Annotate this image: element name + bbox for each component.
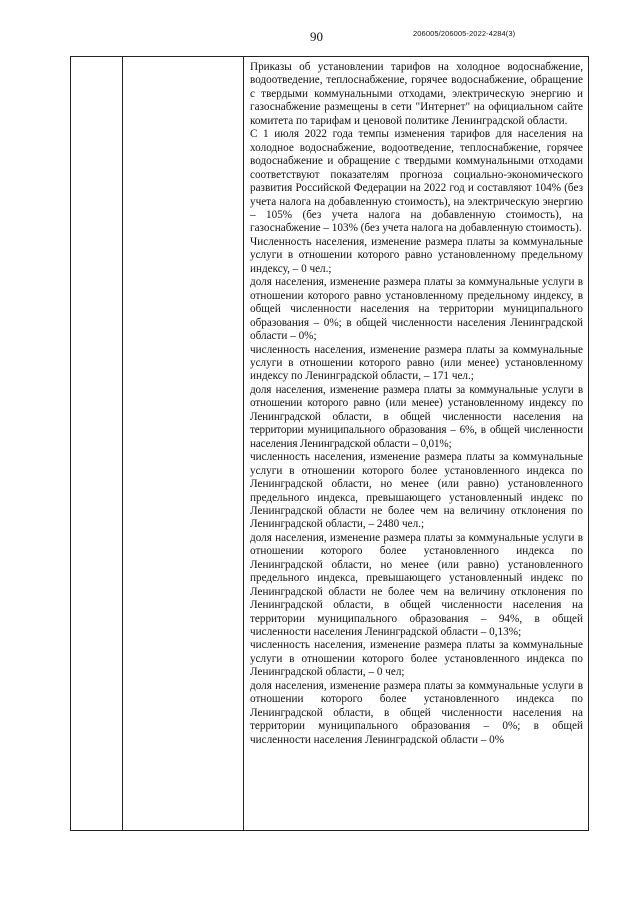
paragraph-population-below-index: численность населения, изменение размера платы за коммунальные услуги в отношении которого равно (или менее) установленному индексу по Ленинградской области, – 171 чел.; xyxy=(250,343,583,383)
column-divider-2 xyxy=(243,56,244,831)
page-number: 90 xyxy=(310,29,323,44)
paragraph-population-within-deviation: численность населения, изменение размера платы за коммунальные услуги в отношении которого более установленного индекса по Ленинградской области, но менее (или равно) установленного предельного индекса, превышающего установленный индекс по Ленинградской области не более чем на величину отклонения по Ленинградской области, – 2480 чел.; xyxy=(250,451,583,531)
paragraph-share-above-index: доля населения, изменение размера платы за коммунальные услуги в отношении которого более установленного индекса по Ленинградской области, в общей численности населения на территории муниципального образования – 0%; в общей численности населения Ленинградской области – 0% xyxy=(250,679,583,746)
paragraph-tariff-orders: Приказы об установлении тарифов на холодное водоснабжение, водоотведение, теплоснабжение, горячее водоснабжение, обращение с твердыми коммунальными отходами, электрическую энергию и газоснабжение размещены в сети "Интернет" на официальном сайте комитета по тарифам и ценовой политике Ленинградской области. xyxy=(250,61,583,127)
paragraph-tariff-rates: С 1 июля 2022 года темпы изменения тарифов для населения на холодное водоснабжение, водоотведение, теплоснабжение, горячее водоснабжение и обращение с твердыми коммунальными отходами соответствуют показателям прогноза социально-экономического развития Российской Федерации на 2022 год и составляют 104% (без учета налога на добавленную стоимость), на электрическую энергию – 105% (без учета налога на добавленную стоимость), на газоснабжение – 103% (без учета налога на добавленную стоимость). xyxy=(250,128,583,235)
column-divider-1 xyxy=(122,56,123,831)
paragraph-share-below-index: доля населения, изменение размера платы за коммунальные услуги в отношении которого равно (или менее) установленному индексу по Ленинградской области, в общей численности населения на территории муниципального образования – 6%, в общей численности населения Ленинградской области – 0,01%; xyxy=(250,383,583,450)
document-code: 206005/206005-2022-4284(3) xyxy=(413,29,516,38)
paragraph-population-above-index: численность населения, изменение размера платы за коммунальные услуги в отношении которого более установленного индекса по Ленинградской области, – 0 чел; xyxy=(250,639,583,679)
paragraph-population-equal-limit: Численность населения, изменение размера платы за коммунальные услуги в отношении которого равно установленному предельному индексу, – 0 чел.; xyxy=(250,235,583,275)
paragraph-share-within-deviation: доля населения, изменение размера платы за коммунальные услуги в отношении которого более установленного индекса по Ленинградской области, но менее (или равно) установленного предельного индекса, превышающего установленный индекс по Ленинградской области не более чем на величину отклонения по Ленинградской области, в общей численности населения на территории муниципального образования – 94%, в общей численности населения Ленинградской области – 0,13%; xyxy=(250,531,583,639)
paragraph-share-equal-limit: доля населения, изменение размера платы за коммунальные услуги в отношении которого равно установленному предельному индексу, в общей численности населения на территории муниципального образования – 0%; в общей численности населения Ленинградской области – 0%; xyxy=(250,276,583,343)
table-cell-text xyxy=(250,61,583,747)
